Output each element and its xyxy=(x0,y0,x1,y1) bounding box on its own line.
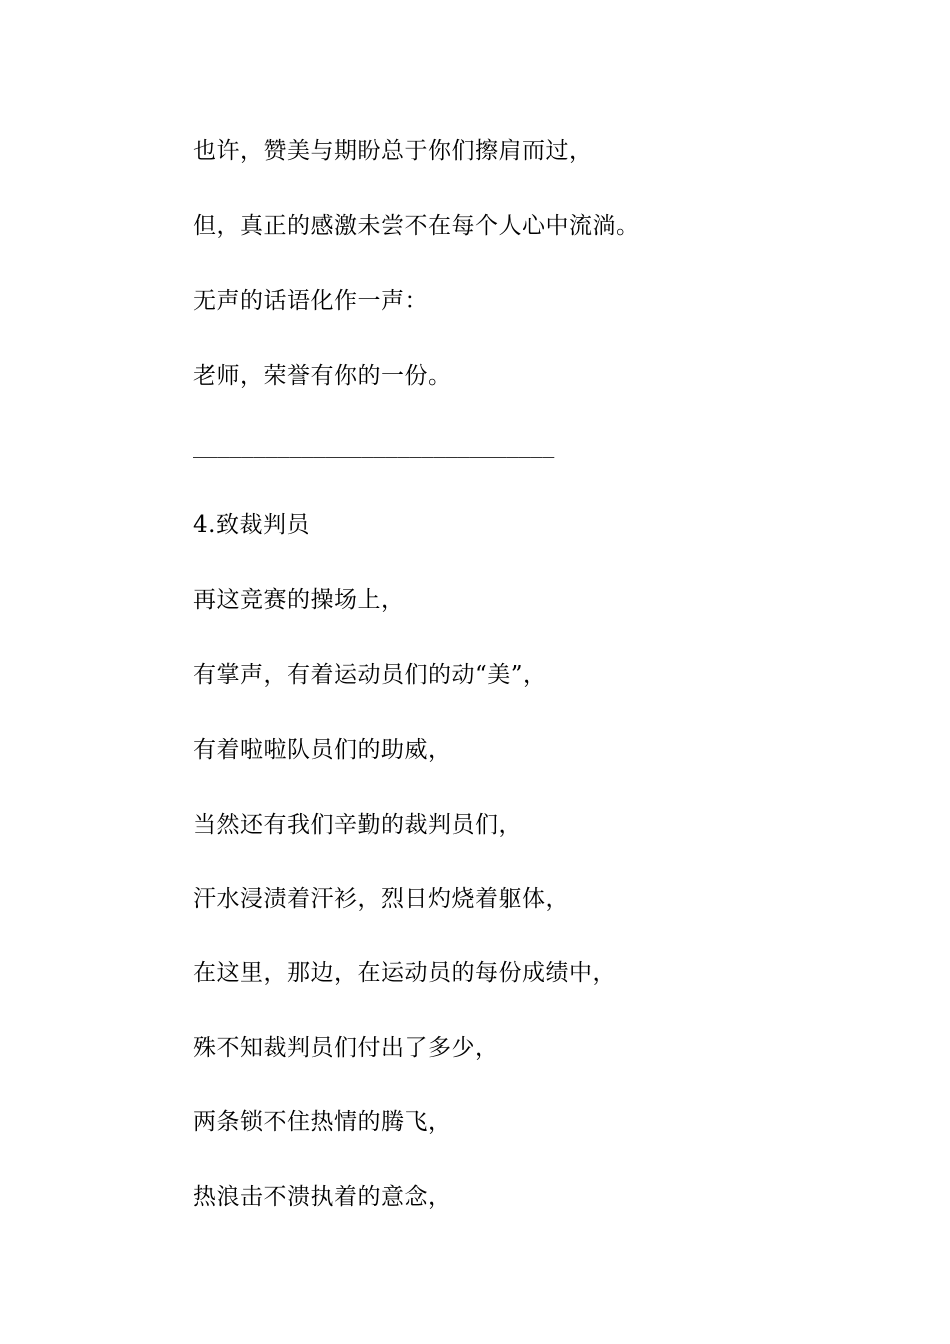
separator-line: ______________________________ xyxy=(193,434,555,458)
section-heading: 4.致裁判员 xyxy=(193,512,310,538)
text-line: 无声的话语化作一声： xyxy=(193,288,428,314)
text-line: 老师，荣誉有你的一份。 xyxy=(193,363,452,389)
text-line: 殊不知裁判员们付出了多少， xyxy=(193,1035,499,1061)
text-line: 有掌声，有着运动员们的动“美”， xyxy=(193,662,547,688)
text-line: 再这竞赛的操场上， xyxy=(193,587,405,613)
text-line: 在这里，那边，在运动员的每份成绩中， xyxy=(193,960,616,986)
text-line: 当然还有我们辛勤的裁判员们， xyxy=(193,812,522,838)
text-line: 也许，赞美与期盼总于你们擦肩而过， xyxy=(193,138,593,164)
text-line: 有着啦啦队员们的助威， xyxy=(193,737,452,763)
text-line: 汗水浸渍着汗衫，烈日灼烧着躯体， xyxy=(193,886,569,912)
text-line: 两条锁不住热情的腾飞， xyxy=(193,1109,452,1135)
text-line: 热浪击不溃执着的意念， xyxy=(193,1184,452,1210)
text-line: 但，真正的感激未尝不在每个人心中流淌。 xyxy=(193,213,640,239)
